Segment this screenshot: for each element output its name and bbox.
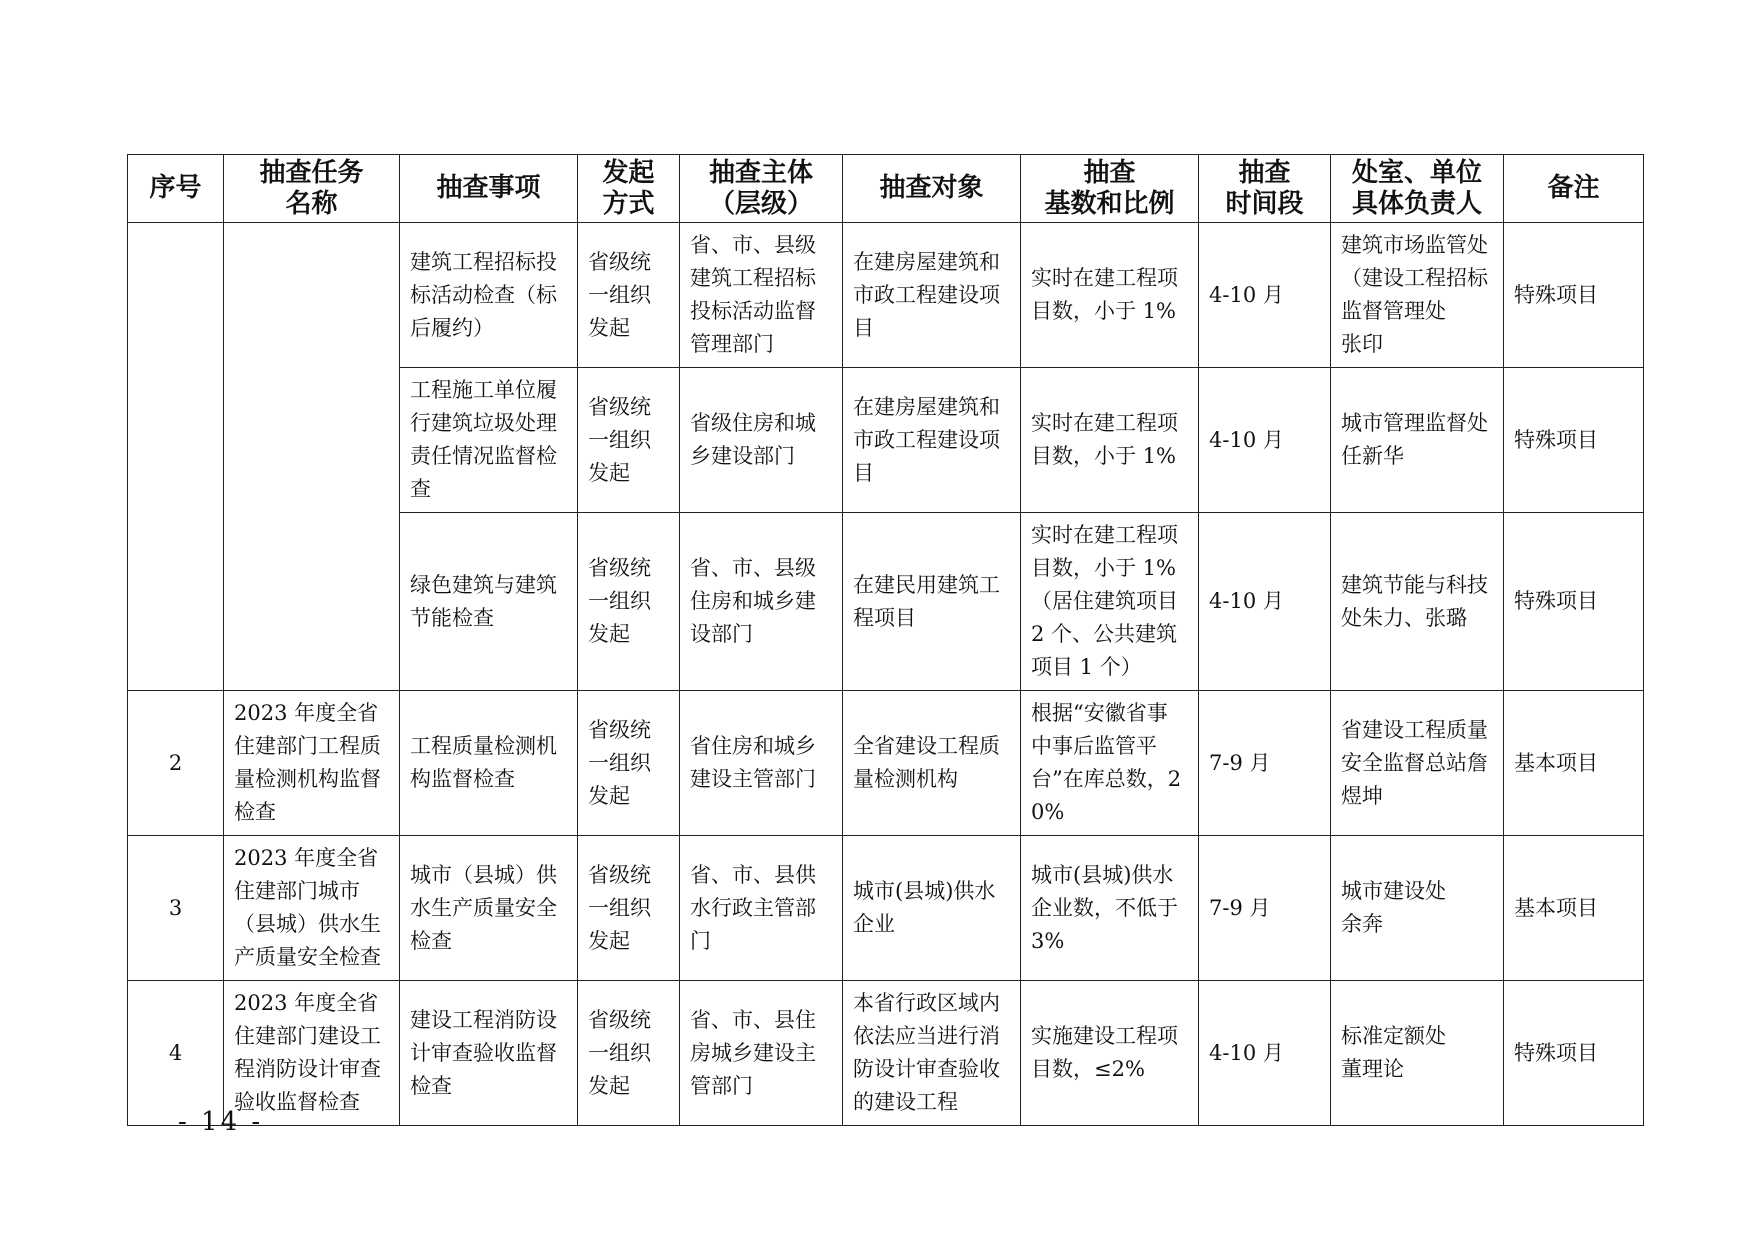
row-responsible: 标准定额处 董理论 bbox=[1331, 981, 1504, 1126]
row-ratio: 根据“安徽省事中事后监管平台”在库总数，20% bbox=[1021, 691, 1199, 836]
row-subject: 省、市、县级建筑工程招标投标活动监督管理部门 bbox=[680, 223, 843, 368]
row-ratio: 实时在建工程项目数，小于 1% bbox=[1021, 368, 1199, 513]
row-period: 4-10 月 bbox=[1199, 513, 1331, 691]
row-task-name: 2023 年度全省住建部门工程质量检测机构监督检查 bbox=[224, 691, 400, 836]
row-responsible: 城市管理监督处 任新华 bbox=[1331, 368, 1504, 513]
header-ratio: 抽查 基数和比例 bbox=[1021, 155, 1199, 223]
row-responsible: 城市建设处 余奔 bbox=[1331, 836, 1504, 981]
row-responsible: 省建设工程质量安全监督总站詹煜坤 bbox=[1331, 691, 1504, 836]
page-number: - 14 - bbox=[178, 1107, 264, 1137]
table-row bbox=[128, 836, 1644, 981]
row-ratio: 实施建设工程项目数，≤2% bbox=[1021, 981, 1199, 1126]
row-number bbox=[128, 223, 224, 691]
row-item: 工程质量检测机构监督检查 bbox=[400, 691, 578, 836]
row-method: 省级统一组织发起 bbox=[578, 981, 680, 1126]
row-method: 省级统一组织发起 bbox=[578, 223, 680, 368]
row-note: 基本项目 bbox=[1504, 691, 1644, 836]
row-method: 省级统一组织发起 bbox=[578, 836, 680, 981]
header-target: 抽查对象 bbox=[843, 155, 1021, 223]
row-responsible: 建筑节能与科技处朱力、张璐 bbox=[1331, 513, 1504, 691]
row-period: 7-9 月 bbox=[1199, 836, 1331, 981]
row-subject: 省、市、县级住房和城乡建设部门 bbox=[680, 513, 843, 691]
row-period: 4-10 月 bbox=[1199, 981, 1331, 1126]
row-method: 省级统一组织发起 bbox=[578, 368, 680, 513]
table-row bbox=[128, 981, 1644, 1126]
header-note: 备注 bbox=[1504, 155, 1644, 223]
row-period: 4-10 月 bbox=[1199, 223, 1331, 368]
row-target: 在建房屋建筑和市政工程建设项目 bbox=[843, 368, 1021, 513]
row-target: 本省行政区域内依法应当进行消防设计审查验收的建设工程 bbox=[843, 981, 1021, 1126]
row-ratio: 城市(县城)供水企业数，不低于 3% bbox=[1021, 836, 1199, 981]
row-method: 省级统一组织发起 bbox=[578, 513, 680, 691]
row-note: 特殊项目 bbox=[1504, 981, 1644, 1126]
row-number: 2 bbox=[128, 691, 224, 836]
row-target: 在建民用建筑工程项目 bbox=[843, 513, 1021, 691]
row-number: 3 bbox=[128, 836, 224, 981]
row-item: 建设工程消防设计审查验收监督检查 bbox=[400, 981, 578, 1126]
row-task-name: 2023 年度全省住建部门建设工程消防设计审查验收监督检查 bbox=[224, 981, 400, 1126]
row-responsible: 建筑市场监管处（建设工程招标监督管理处 张印 bbox=[1331, 223, 1504, 368]
row-target: 全省建设工程质量检测机构 bbox=[843, 691, 1021, 836]
header-item: 抽查事项 bbox=[400, 155, 578, 223]
row-note: 基本项目 bbox=[1504, 836, 1644, 981]
row-task-name bbox=[224, 223, 400, 691]
row-subject: 省、市、县住房城乡建设主管部门 bbox=[680, 981, 843, 1126]
row-period: 4-10 月 bbox=[1199, 368, 1331, 513]
header-row bbox=[128, 155, 1644, 223]
inspection-table bbox=[127, 154, 1644, 1126]
row-target: 在建房屋建筑和市政工程建设项目 bbox=[843, 223, 1021, 368]
row-item: 绿色建筑与建筑节能检查 bbox=[400, 513, 578, 691]
row-method: 省级统一组织发起 bbox=[578, 691, 680, 836]
header-task-name: 抽查任务 名称 bbox=[224, 155, 400, 223]
header-number: 序号 bbox=[128, 155, 224, 223]
header-method: 发起 方式 bbox=[578, 155, 680, 223]
header-subject: 抽查主体 （层级） bbox=[680, 155, 843, 223]
row-note: 特殊项目 bbox=[1504, 368, 1644, 513]
row-note: 特殊项目 bbox=[1504, 513, 1644, 691]
header-responsible: 处室、单位 具体负责人 bbox=[1331, 155, 1504, 223]
row-note: 特殊项目 bbox=[1504, 223, 1644, 368]
row-number: 4 bbox=[128, 981, 224, 1126]
row-task-name: 2023 年度全省住建部门城市（县城）供水生产质量安全检查 bbox=[224, 836, 400, 981]
row-target: 城市(县城)供水企业 bbox=[843, 836, 1021, 981]
header-period: 抽查 时间段 bbox=[1199, 155, 1331, 223]
row-item: 建筑工程招标投标活动检查（标后履约） bbox=[400, 223, 578, 368]
row-item: 城市（县城）供水生产质量安全检查 bbox=[400, 836, 578, 981]
row-ratio: 实时在建工程项目数，小于 1% bbox=[1021, 223, 1199, 368]
row-subject: 省、市、县供水行政主管部门 bbox=[680, 836, 843, 981]
row-subject: 省级住房和城乡建设部门 bbox=[680, 368, 843, 513]
table-row bbox=[128, 223, 1644, 368]
row-ratio: 实时在建工程项目数，小于 1%（居住建筑项目 2 个、公共建筑项目 1 个） bbox=[1021, 513, 1199, 691]
row-period: 7-9 月 bbox=[1199, 691, 1331, 836]
table-row bbox=[128, 691, 1644, 836]
row-subject: 省住房和城乡建设主管部门 bbox=[680, 691, 843, 836]
row-item: 工程施工单位履行建筑垃圾处理责任情况监督检查 bbox=[400, 368, 578, 513]
